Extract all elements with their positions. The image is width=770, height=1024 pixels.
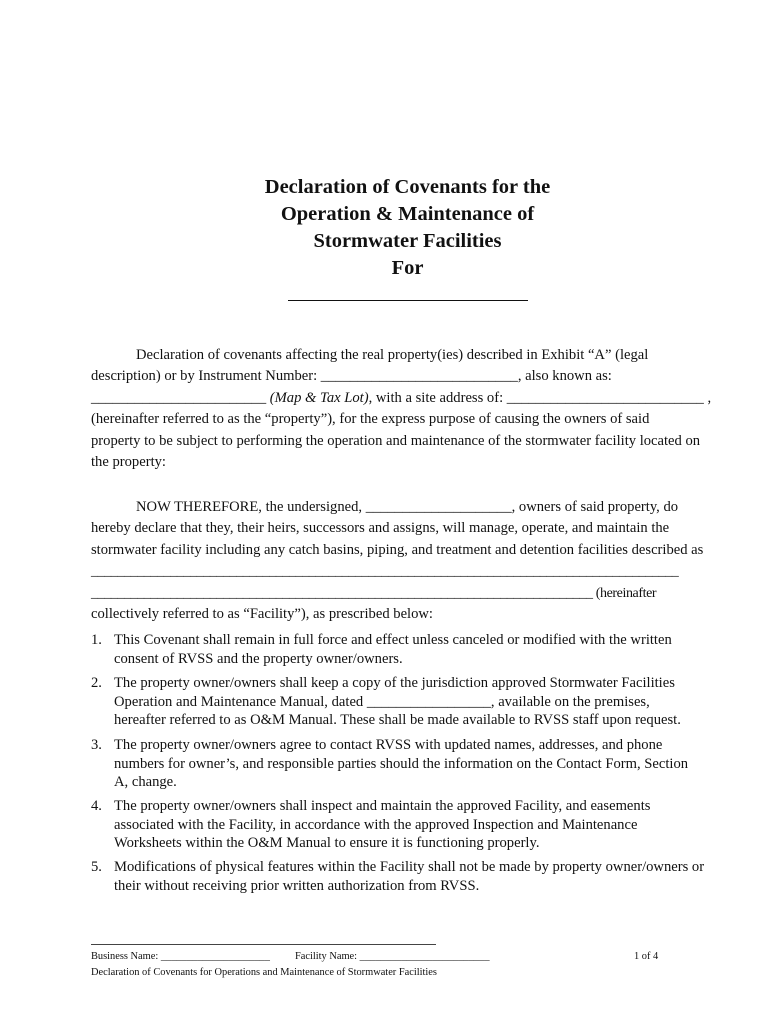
title-line-1: Declaration of Covenants for the <box>264 176 551 198</box>
title-blank-line <box>288 300 528 301</box>
footer-divider <box>91 944 436 945</box>
document-title <box>0 174 770 282</box>
list-item-line: their without receiving prior written authorization from RVSS. <box>114 877 480 894</box>
list-item-line: associated with the Facility, in accordance with the approved Inspection and Maintenance <box>114 816 638 833</box>
list-item-line: The property owner/owners agree to contact RVSS with updated names, addresses, and phone <box>114 737 663 753</box>
para1-line-4: (hereinafter referred to as the “property”), for the express purpose of causing the owners of said <box>91 411 650 428</box>
list-item-line: The property owner/owners shall inspect and maintain the approved Facility, and easements <box>114 798 651 814</box>
list-item-number: 5. <box>91 859 102 875</box>
para2-line-1: NOW THEREFORE, the undersigned, ____________________, owners of said property, do <box>136 499 679 515</box>
para2-line-2: hereby declare that they, their heirs, successors and assigns, will manage, operate, and maintain the <box>91 520 670 537</box>
site-address-text: , with a site address of: ___________________________ , <box>368 389 712 406</box>
footer-document-title: Declaration of Covenants for Operations and Maintenance of Stormwater Facilities <box>91 967 437 978</box>
list-item-line: Worksheets within the O&M Manual to ensure it is functioning properly. <box>114 835 540 852</box>
para1-line-2: description) or by Instrument Number: ___________________________, also known as: <box>91 368 612 385</box>
list-item <box>91 797 650 853</box>
footer-facility-name: Facility Name: _________________________ <box>295 951 490 962</box>
list-item-line: hereafter referred to as O&M Manual. These shall be made available to RVSS staff upon request. <box>114 712 681 729</box>
para2-line-5: ____________________________________________________________________________ (hereinafter <box>91 585 657 601</box>
list-item-line: Operation and Maintenance Manual, dated _________________, available on the premises, <box>114 693 650 710</box>
para2-line-3: stormwater facility including any catch basins, piping, and treatment and detention facilities described as <box>91 541 704 558</box>
para1-line-5: property to be subject to performing the operation and maintenance of the stormwater facility located on <box>91 432 701 449</box>
declaration-paragraph <box>91 345 711 473</box>
list-item-line: Modifications of physical features within the Facility shall not be made by property owner/owners or <box>114 859 705 875</box>
list-item-line: consent of RVSS and the property owner/owners. <box>114 650 403 667</box>
para1-line-3 <box>91 388 711 409</box>
para1-line-1: Declaration of covenants affecting the real property(ies) described in Exhibit “A” (legal <box>136 347 649 363</box>
para2-line-6: collectively referred to as “Facility”), as prescribed below: <box>91 606 433 623</box>
list-item-line: numbers for owner’s, and responsible parties should the information on the Contact Form, Section <box>114 755 689 772</box>
list-item-number: 3. <box>91 737 102 753</box>
para1-line-6: the property: <box>91 454 166 471</box>
list-item-line: This Covenant shall remain in full force and effect unless canceled or modified with the written <box>114 632 672 648</box>
list-item-number: 4. <box>91 798 102 814</box>
para2-line-4: _________________________________________________________________________________________ <box>91 564 679 580</box>
footer-business-name: Business Name: _____________________ <box>91 951 270 962</box>
list-item <box>91 858 704 895</box>
title-line-2: Operation & Maintenance of <box>280 203 535 225</box>
footer-page-number: 1 of 4 <box>634 951 659 962</box>
list-item <box>91 674 681 730</box>
title-line-3: Stormwater Facilities <box>313 230 502 252</box>
list-item-number: 1. <box>91 632 102 648</box>
list-item-line: The property owner/owners shall keep a copy of the jurisdiction approved Stormwater Facilities <box>114 675 675 691</box>
list-item-number: 2. <box>91 675 102 691</box>
map-tax-lot-blank: ________________________ <box>91 389 270 406</box>
now-therefore-paragraph <box>91 497 703 625</box>
list-item <box>91 631 672 668</box>
map-tax-lot-label: (Map & Tax Lot) <box>269 389 369 406</box>
list-item <box>91 736 688 792</box>
list-item-line: A, change. <box>114 774 177 791</box>
title-line-4: For <box>391 257 424 279</box>
